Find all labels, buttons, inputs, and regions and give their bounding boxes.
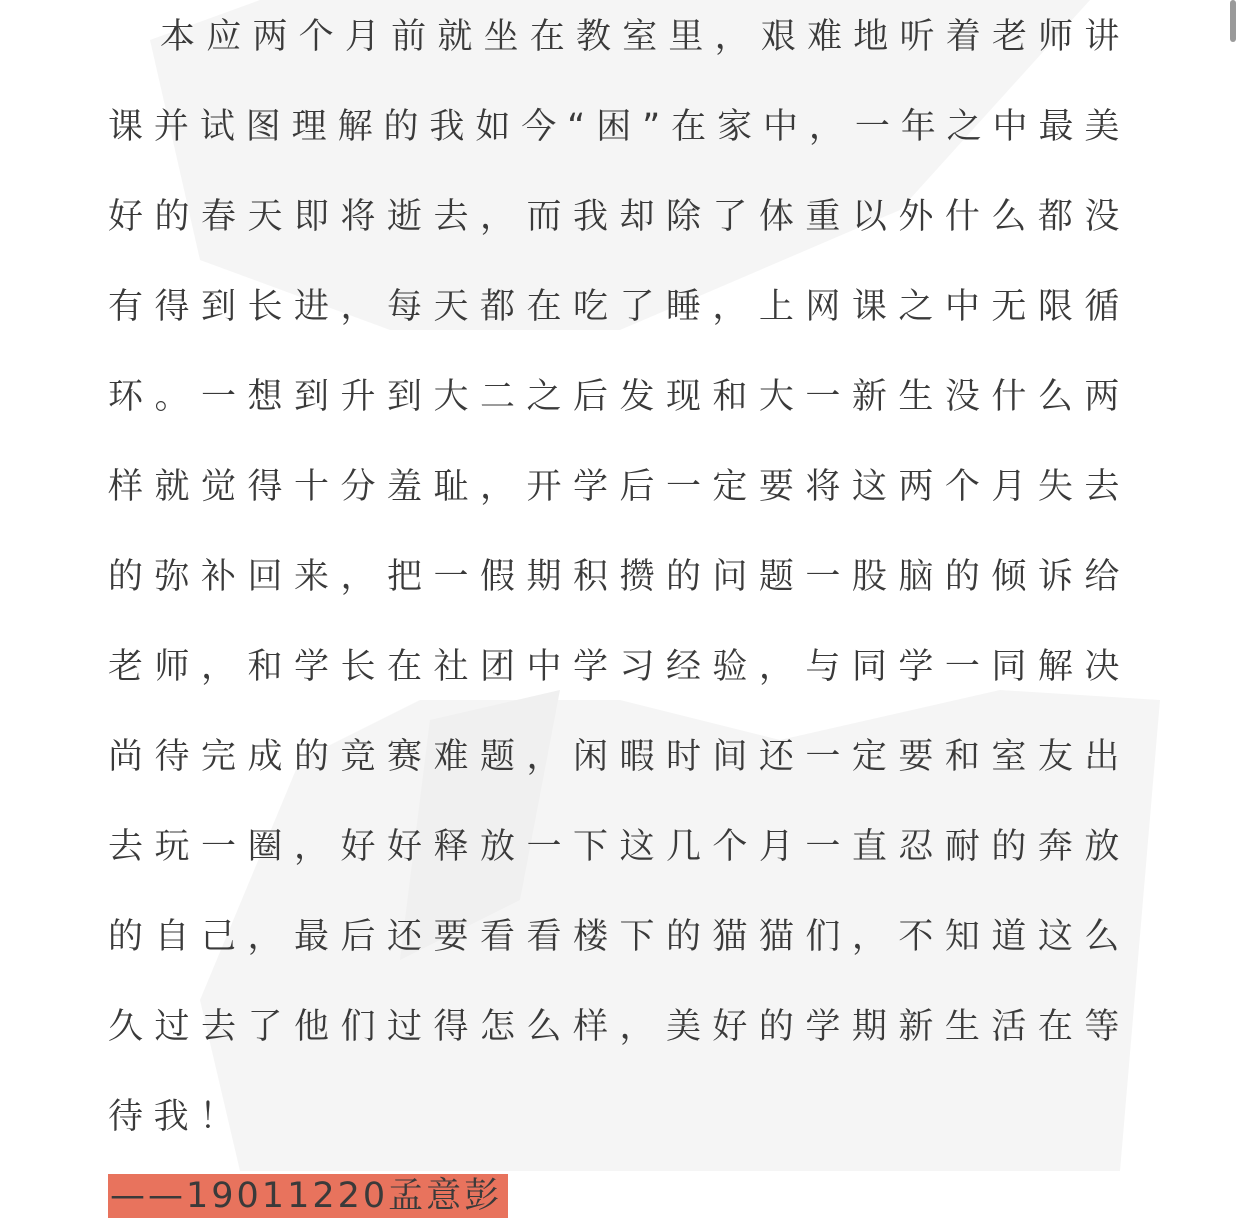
scrollbar-thumb[interactable] (1230, 0, 1236, 42)
author-signature: ——19011220孟意彭 (108, 1174, 508, 1218)
article-body (108, 0, 1130, 1218)
article-paragraph: 本应两个月前就坐在教室里，艰难地听着老师讲课并试图理解的我如今“困”在家中，一年之中最美好的春天即将逝去，而我却除了体重以外什么都没有得到长进，每天都在吃了睡，上网课之中无限循环。一想到升到大二之后发现和大一新生没什么两样就觉得十分羞耻，开学后一定要将这两个月失去的弥补回来，把一假期积攒的问题一股脑的倾诉给老师，和学长在社团中学习经验，与同学一同解决尚待完成的竞赛难题，闲暇时间还一定要和室友出去玩一圈，好好释放一下这几个月一直忍耐的奔放的自己，最后还要看看楼下的猫猫们，不知道这么久过去了他们过得怎么样，美好的学期新生活在等待我！ (108, 17, 1130, 1137)
